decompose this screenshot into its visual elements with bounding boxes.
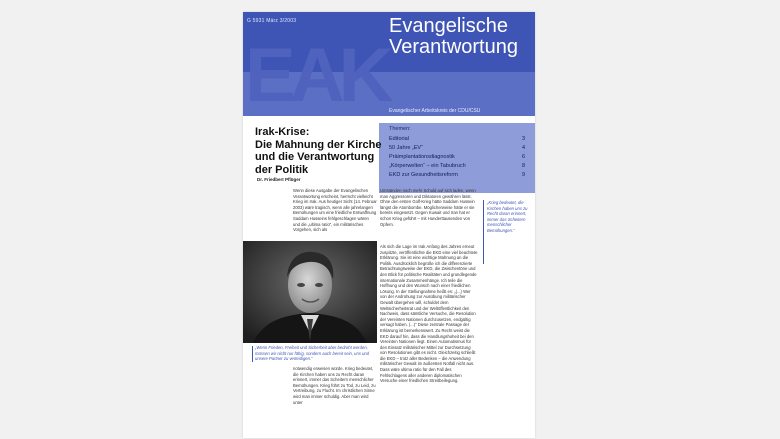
toc-item[interactable] [389, 163, 525, 171]
publisher-subtitle: Evangelischer Arbeitskreis der CDU/CSU [389, 108, 481, 114]
eak-logo: EAK [245, 33, 388, 116]
table-of-contents [379, 123, 535, 193]
author-portrait [243, 241, 377, 343]
toc-item[interactable] [389, 154, 525, 162]
title-line-2: Verantwortung [389, 36, 518, 58]
portrait-image [243, 241, 377, 343]
toc-item-title: EKD zur Gesundheitsreform [389, 172, 458, 178]
headline-line-1: Irak-Krise: [255, 126, 310, 138]
toc-item[interactable] [389, 136, 525, 144]
toc-item[interactable] [389, 172, 525, 180]
article-column-1-bottom: notwendig erweisen würde. Krieg bedeutet, die Kirchen haben uns zu Recht daran erinnert, immer das Scheitern menschlicher Bemühungen. Krieg führt zu Tod, zu Leid, zu Vertreibung, zu Flucht. Im christlichen Sinne wird man immer schuldig. Aber man wird unter [293, 366, 376, 405]
magazine-cover-page [243, 12, 535, 438]
article-author: Dr. Friedbert Pflüger [257, 177, 301, 182]
toc-item-title: „Körperwelten“ – ein Tabubruch [389, 163, 466, 169]
article-column-2: Als sich die Lage im Irak Anfang des Jahres erneut zuspitzte, veröffentlichte die EKD eine viel beachtete Erklärung. Sie ist eine wichtige Mahnung an die Politik. Ausdrücklich begrüße ich die differenzierte Betrachtungsweise der EKD, die Zwischentöne und den Blick für politische Realitäten und grundlegende internationale Zusammenhänge. Ich teile die Hoffnung und den Wunsch nach einer friedlichen Lösung. In der Stellungnahme heißt es: „(...) Wer von der Androhung zur Ausübung militärischer Gewalt übergehen will, schuldet dem Weltsicherheitsrat und der Weltöffentlichkeit den Nachweis, dass sämtliche Versuche, die Resolution der Vereinten Nationen durchzusetzen, endgültig versagt haben. (...)“ Diese zentrale Passage der Erklärung ist bemerkenswert. Zu Recht weist die EKD darauf hin, dass die Handlungshoheit bei den Vereinten Nationen liegt. Einen Automatismus für den Einsatz militärischer Mittel zur Durchsetzung von Resolutionen gibt es nicht. Gleichzeitig schließt die EKD – trotz aller Bedenken – die Anwendung militärischer Gewalt im äußersten Notfall nicht aus. Dass wäre ultima ratio für den Fall des Fehlschlagens aller anderen diplomatischen Versuche einer friedlichen Streitbeilegung. [380, 244, 478, 384]
toc-item-title: Präimplantationsdiagnostik [389, 154, 455, 160]
quote-rule-right [483, 200, 484, 264]
magazine-title [389, 16, 518, 58]
headline-line-3: und die Verantwortung [255, 151, 375, 163]
headline-line-4: der Politik [255, 163, 309, 176]
toc-item-page: 3 [521, 136, 525, 142]
article-headline [255, 126, 383, 176]
toc-item-title: Editorial [389, 136, 409, 142]
title-line-1: Evangelische [389, 15, 508, 37]
pull-quote-right: „Krieg bedeutet, die Kirchen haben uns zu Recht daran erinnert, immer das Scheitern menschlicher Bemühungen.“ [487, 200, 528, 233]
toc-item-page: 8 [521, 163, 525, 169]
quote-rule-left [252, 346, 253, 362]
toc-item-page: 6 [521, 154, 525, 160]
article-column-1-top: Wenn diese Ausgabe der Evangelischen Verantwortung erscheint, herrscht vielleicht Krieg im Irak. Aus heutiger Sicht (14. Februar 2003) wäre tragisch, wenn alle jahrelangen Bemühungen um eine friedliche Entwaffnung Saddam Husseins fehlgeschlagen wären und die „ultima ratio“, ein militärisches Vorgehen, sich als [293, 188, 377, 233]
toc-item-page: 4 [521, 145, 525, 151]
headline-line-2: Die Mahnung der Kirche [255, 138, 382, 151]
article-column-2-top: Umständen noch mehr Schuld auf sich laden, wenn man Aggressoren und Diktatoren gewähren lässt. Ohne den ersten Golf-Krieg hätte Saddam Hussein längst die Atombombe. Möglicherweise hätte er sie bereits eingesetzt. Gegen Kuwait und Iran hat er schon Krieg geführt – mit Hunderttausenden von Opfern. [380, 188, 476, 227]
cover-header [243, 12, 535, 116]
issue-number: G 5931 März 3/2003 [247, 18, 297, 24]
toc-heading: Themen: [389, 126, 411, 132]
pull-quote-left: „Wenn Frieden, Freiheit und Sicherheit aber bedroht werden, müssen wir nicht nur fähig, sondern auch bereit sein, uns und unsere Partner zu verteidigen.“ [255, 345, 370, 361]
toc-item[interactable] [389, 145, 525, 153]
toc-item-page: 9 [521, 172, 525, 178]
toc-item-title: 50 Jahre „EV“ [389, 145, 423, 151]
